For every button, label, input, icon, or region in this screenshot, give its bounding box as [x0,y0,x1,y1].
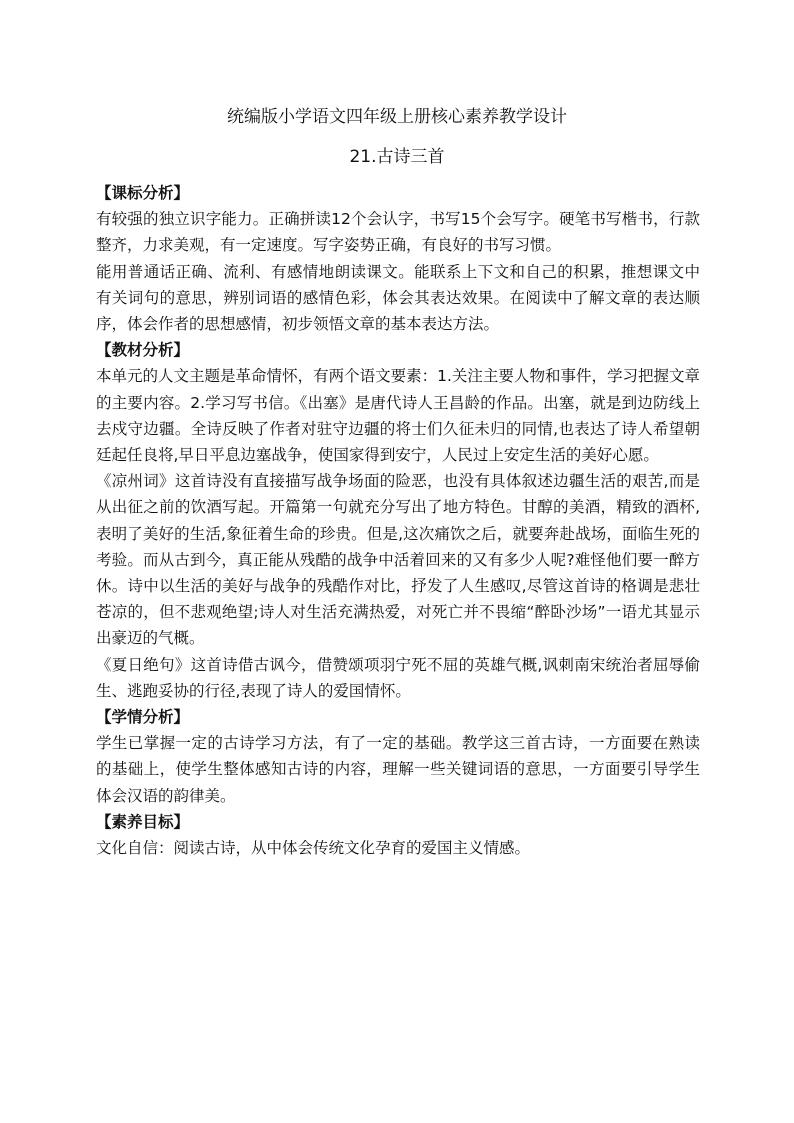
textbook-paragraph: 《夏日绝句》这首诗借古讽今，借赞颂项羽宁死不屈的英雄气概,讽刺南宋统治者屈辱偷生、逃跑妥协的行径,表现了诗人的爱国情怀。 [96,655,700,700]
section-heading-goals: 【素养目标】 [96,812,190,831]
goals-paragraph: 文化自信：阅读古诗，从中体会传统文化孕育的爱国主义情感。 [96,839,531,858]
section-heading-curriculum: 【课标分析】 [96,184,190,202]
section-heading-learner: 【学情分析】 [96,708,190,727]
section-heading-textbook: 【教材分析】 [96,341,190,360]
curriculum-paragraph: 能用普通话正确、流利、有感情地朗读课文。能联系上下文和自己的积累，推想课文中有关词句的意思，辨别词语的感情色彩，体会其表达效果。在阅读中了解文章的表达顺序，体会作者的思想感情，初步领悟文章的基本表达方法。 [96,262,700,334]
learner-paragraph: 学生已掌握一定的古诗学习方法，有了一定的基础。教学这三首古诗，一方面要在熟读的基础上，使学生整体感知古诗的内容，理解一些关键词语的意思，一方面要引导学生体会汉语的韵律美。 [96,734,700,805]
textbook-paragraph: 《凉州词》这首诗没有直接描写战争场面的险恶，也没有具体叙述边疆生活的艰苦,而是从出征之前的饮酒写起。开篇第一句就充分写出了地方特色。甘醇的美酒，精致的酒杯,表明了美好的生活,象征着生命的珍贵。但是,这次痛饮之后，就要奔赴战场，面临生死的考验。而从古到今，真正能从残酷的战争中活着回来的又有多少人呢?难怪他们要一醉方休。诗中以生活的美好与战争的残酷作对比，抒发了人生感叹,尽管这首诗的格调是悲壮苍凉的，但不悲观绝望;诗人对生活充满热爱，对死亡并不畏缩“醉卧沙场”一语尤其显示出豪迈的气概。 [96,472,700,648]
textbook-paragraph: 本单元的人文主题是革命情怀，有两个语文要素：1.关注主要人物和事件，学习把握文章的主要内容。2.学习写书信。《出塞》是唐代诗人王昌龄的作品。出塞，就是到边防线上去戍守边疆。全诗反映了作者对驻守边疆的将士们久征未归的同情,也表达了诗人希望朝廷起任良将,早日平息边塞战争，使国家得到安宁，人民过上安定生活的美好心愿。 [96,367,700,465]
curriculum-paragraph: 有较强的独立识字能力。正确拼读12个会认字，书写15个会写字。硬笔书写楷书，行款整齐，力求美观，有一定速度。写字姿势正确，有良好的书写习惯。 [96,210,700,255]
lesson-title: 21.古诗三首 [349,147,445,167]
document-title: 统编版小学语文四年级上册核心素养教学设计 [227,107,567,127]
document-body [96,180,700,861]
